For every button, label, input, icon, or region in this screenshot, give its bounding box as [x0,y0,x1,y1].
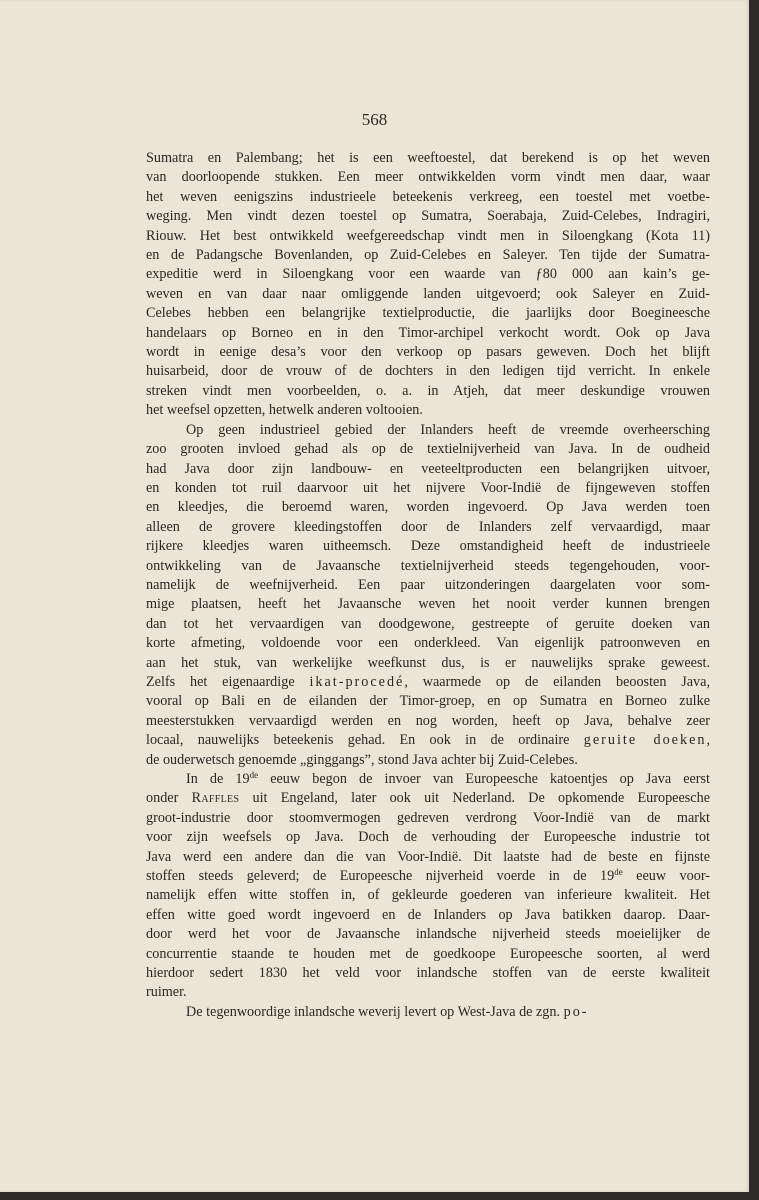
text-segment: handelaars op Borneo en in den Timor-archipel verkocht wordt. Ook op Java [146,324,710,341]
paragraph [146,421,710,770]
text-segment: groot-industrie door stoomvermogen gedreven verdrong Voor-Indië van de markt [146,809,710,826]
text-segment: vooral op Bali en de eilanden der Timor-groep, en op Sumatra en Borneo zulke [146,693,710,710]
text-line [146,401,710,420]
text-segment: voor zijn weefsels op Java. Doch de verhouding der Europeesche industrie tot [146,829,710,846]
text-segment: namelijk de weefnijverheid. Een paar uitzonderingen daargelaten voor som- [146,576,710,593]
text-segment: eeuw voor- [622,868,710,885]
text-line [146,809,710,828]
text-segment: het weven eenigszins industrieele beteekenis verkreeg, een toestel met voetbe- [146,188,710,205]
paragraph [146,149,710,421]
text-segment: Celebes hebben een belangrijke textielproductie, die jaarlijks door Boegineesche [146,305,710,322]
body-text [146,149,710,1022]
text-line [146,615,710,634]
text-line [146,945,710,964]
text-line [146,207,710,226]
text-line [146,906,710,925]
text-segment: mige plaatsen, heeft het Javaansche weven het nooit verder kunnen brengen [146,596,710,613]
text-segment: door werd het voor de Javaansche inlandsche nijverheid steeds moeielijker de [146,926,710,943]
text-line [146,460,710,479]
text-line [146,751,710,770]
text-segment: Raffles [191,790,240,807]
text-segment: dan tot het vervaardigen van doodgewone, gestreepte of geruite doeken van [146,615,710,632]
text-line [146,925,710,944]
text-line [146,246,710,265]
page-number: 568 [361,110,388,129]
text-line [146,828,710,847]
text-line [146,421,710,440]
text-segment: aan het stuk, van werkelijke weefkunst dus, is er nauwelijks sprake geweest. [146,654,710,671]
text-line [146,265,710,284]
text-segment: Riouw. Het best ontwikkeld weefgereedschap vindt men in Siloengkang (Kota 11) [146,227,710,244]
text-line [146,188,710,207]
text-segment: Zelfs het eigenaardige [146,673,310,690]
text-segment: weging. Men vindt dezen toestel op Sumatra, Soerabaja, Zuid-Celebes, Indragiri, [146,208,710,225]
text-segment: uit Engeland, later ook uit Nederland. De opkomende Europeesche [239,790,710,807]
text-line [146,440,710,459]
text-segment: expeditie werd in Siloengkang voor een waarde van ƒ80 000 aan kain’s ge- [146,266,710,283]
text-line [146,634,710,653]
text-segment: onder [146,790,192,807]
text-segment: geruite doeken [583,732,707,749]
text-segment: zoo grooten invloed gehad als op de textielnijverheid van Java. In de oudheid [146,441,710,458]
text-line [146,673,710,692]
text-segment: wordt in eenige desa’s voor den verkoop op pasars geweven. Doch het blijft [146,344,710,361]
text-segment: rijkere kleedjes waren uitheemsch. Deze omstandigheid heeft de industrieele [146,538,710,555]
text-segment: en de Padangsche Bovenlanden, op Zuid-Celebes en Saleyer. Ten tijde der Sumatra- [146,247,710,264]
text-line [146,576,710,595]
text-segment: de [249,770,259,780]
text-segment: had Java door zijn landbouw- en veeteeltproducten een belangrijken uitvoer, [146,460,710,477]
text-line [146,770,710,789]
text-line [146,1003,710,1022]
text-line [146,149,710,168]
text-line [146,886,710,905]
text-line [146,324,710,343]
text-segment: hierdoor sedert 1830 het veld voor inlandsche stoffen van de eerste kwaliteit [146,965,710,982]
paragraph [146,1003,710,1022]
text-segment: van doorloopende stukken. Een meer ontwikkelden vorm vindt men daar, waar [146,169,710,186]
text-line [146,168,710,187]
text-line [146,654,710,673]
text-line [146,343,710,362]
text-segment: de [614,867,623,878]
text-segment: Op geen industrieel gebied der Inlanders heeft de vreemde overheersching [186,421,710,438]
text-line [146,498,710,517]
text-segment: en kleedjes, die beroemd waren, worden ingevoerd. Op Java werden toen [146,499,710,516]
text-line [146,867,710,886]
text-segment: namelijk effen witte stoffen in, of gekleurde goederen van inferieure kwaliteit. Het [146,887,710,904]
text-line [146,964,710,983]
text-segment: De tegenwoordige inlandsche weverij levert op West-Java de zgn. [186,1003,564,1020]
text-segment: ikat-procedé [309,673,405,690]
text-line [146,362,710,381]
text-segment: , waarmede op de eilanden beoosten Java, [404,673,710,690]
paragraph [146,770,710,1003]
text-line [146,285,710,304]
text-line [146,557,710,576]
text-segment: In de 19 [186,771,250,787]
text-segment: eeuw begon de invoer van Europeesche katoentjes op Java eerst [258,771,710,787]
text-line [146,518,710,537]
text-segment: weven en van daar naar omliggende landen uitgevoerd; ook Saleyer en Zuid- [146,285,710,302]
text-segment: po- [563,1003,589,1020]
text-segment: , [706,732,711,749]
text-segment: stoffen steeds geleverd; de Europeesche nijverheid voerde in de 19 [146,868,615,885]
text-segment: korte afmeting, voldoende voor een onderkleed. Van eigenlijk patroonweven en [146,635,710,652]
text-line [146,595,710,614]
text-line [146,382,710,401]
text-segment: alleen de grovere kleedingstoffen door de Inlanders zelf vervaardigd, maar [146,518,710,535]
text-segment: effen witte goed wordt ingevoerd en de Inlanders op Java batikken daarop. Daar- [146,906,710,923]
text-line [146,731,710,750]
text-segment: concurrentie staande te houden met de goedkoope Europeesche soorten, al werd [146,945,710,962]
text-line [146,789,710,808]
text-line [146,227,710,246]
text-segment: streken vindt men voorbeelden, o. a. in Atjeh, dat meer deskundige vrouwen [146,382,710,399]
text-line [146,712,710,731]
text-segment: Java werd een andere dan die van Voor-Indië. Dit laatste had de beste en fijnste [146,848,710,865]
text-segment: het weefsel opzetten, hetwelk anderen voltooien. [146,402,423,419]
text-line [146,692,710,711]
text-segment: meesterstukken vervaardigd werden en nog worden, heeft op Java, behalve zeer [146,712,710,729]
text-segment: ontwikkeling van de Javaansche textielnijverheid steeds tegengehouden, voor- [146,557,710,574]
text-line [146,537,710,556]
text-segment: huisarbeid, door de vrouw of de dochters in den ledigen tijd verricht. In enkele [146,363,710,380]
text-line [146,304,710,323]
text-line [146,848,710,867]
text-line [146,479,710,498]
text-segment: ruimer. [146,984,187,1001]
text-segment: en konden tot ruil daarvoor uit het nijvere Voor-Indië de fijngeweven stoffen [146,479,710,496]
text-segment: locaal, nauwelijks beteekenis gehad. En ook in de ordinaire [146,732,584,749]
text-line [146,983,710,1002]
text-segment: de ouderwetsch genoemde „ginggangs”, stond Java achter bij Zuid-Celebes. [146,751,578,768]
text-segment: Sumatra en Palembang; het is een weeftoestel, dat berekend is op het weven [146,150,710,166]
